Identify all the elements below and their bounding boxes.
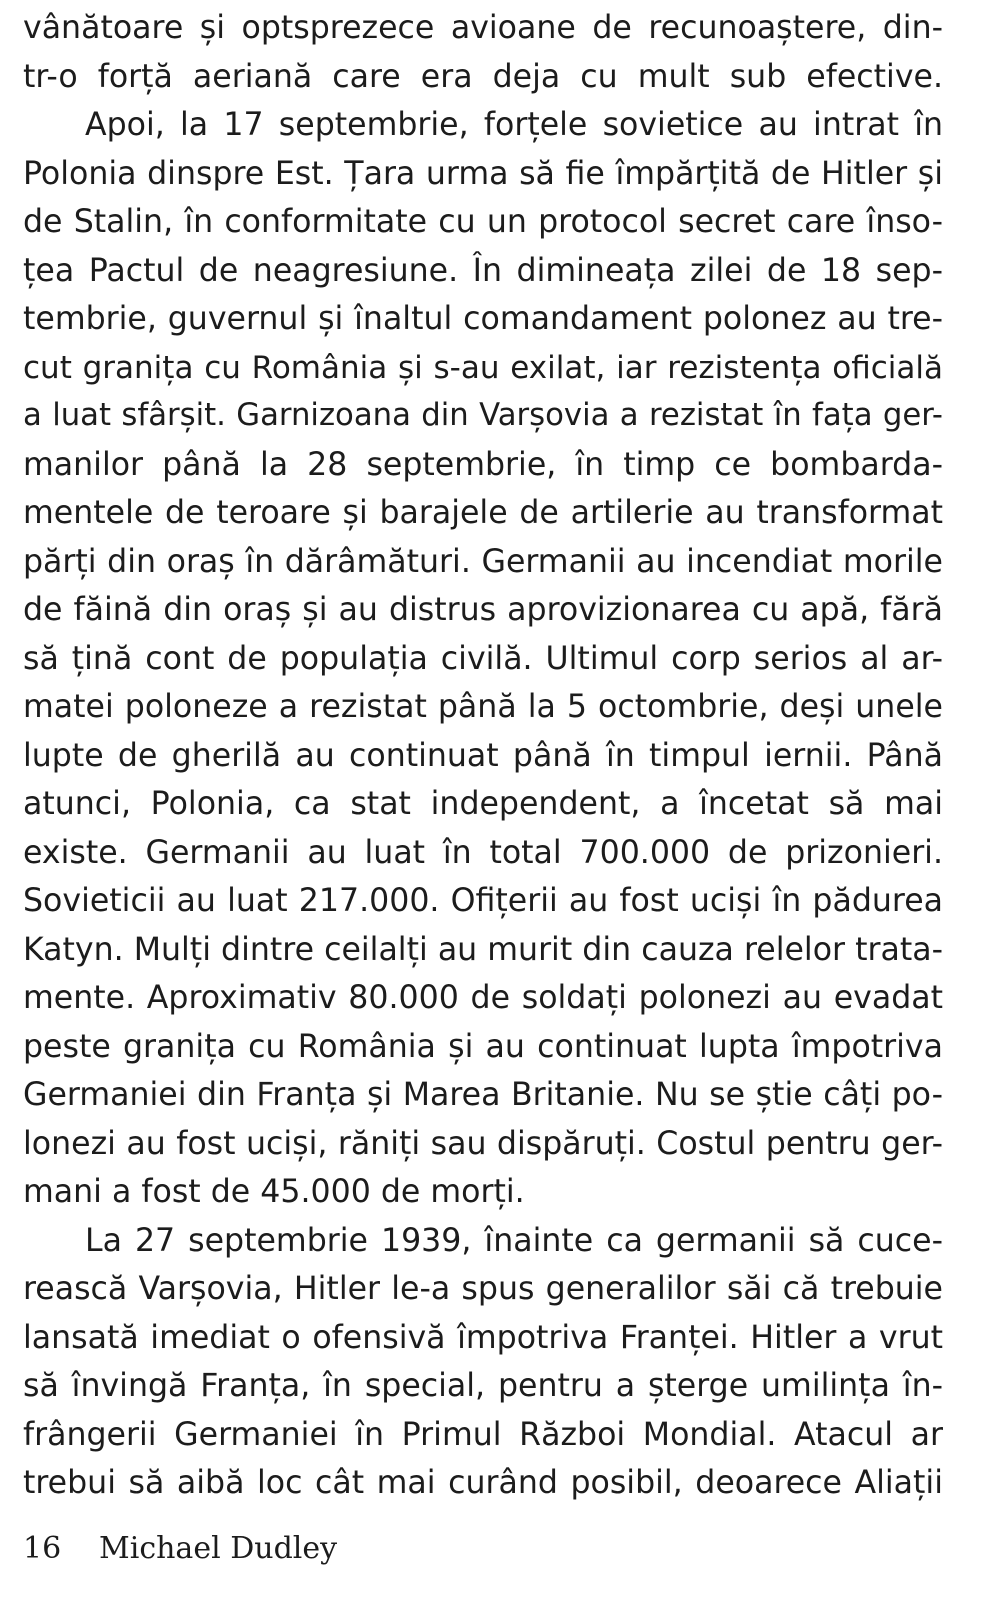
paragraph-end-line: mani a fost de 45.000 de morți. xyxy=(23,1174,525,1210)
text-line: frângerii Germaniei în Primul Război Mondial. Atacul ar xyxy=(23,1416,943,1453)
text-line: trebui să aibă loc cât mai curând posibil, deoarece Aliații xyxy=(23,1465,943,1501)
page-footer xyxy=(23,1531,337,1566)
text-line: peste granița cu România și au continuat lupta împotriva xyxy=(23,1028,943,1065)
text-line: părți din oraș în dărâmături. Germanii au incendiat morile xyxy=(23,543,943,580)
author-name: Michael Dudley xyxy=(99,1531,338,1566)
text-line: a luat sfârșit. Garnizoana din Varșovia a rezistat în fața ger- xyxy=(23,398,943,433)
text-line: rească Varșovia, Hitler le-a spus generalilor săi că trebuie xyxy=(23,1271,943,1307)
text-line: să țină cont de populația civilă. Ultimul corp serios al ar- xyxy=(23,640,943,677)
text-line: lonezi au fost uciși, răniți sau dispăruți. Costul pentru ger- xyxy=(23,1125,943,1162)
text-line: vânătoare și optsprezece avioane de recunoaștere, din- xyxy=(23,10,943,46)
text-line: matei poloneze a rezistat până la 5 octombrie, deși unele xyxy=(23,689,943,725)
text-line: lupte de gherilă au continuat până în timpul iernii. Până xyxy=(23,737,943,774)
text-line: să învingă Franța, în special, pentru a șterge umilința în- xyxy=(23,1368,943,1404)
text-line: mente. Aproximativ 80.000 de soldați polonezi au evadat xyxy=(23,980,943,1016)
text-line: existe. Germanii au luat în total 700.000 de prizonieri. xyxy=(23,834,943,871)
text-line: de făină din oraș și au distrus aprovizionarea cu apă, fără xyxy=(23,592,943,628)
text-line: Katyn. Mulți dintre ceilalți au murit din cauza relelor trata- xyxy=(23,931,943,968)
paragraph-start-line: La 27 septembrie 1939, înainte ca germanii să cuce- xyxy=(85,1222,943,1259)
body-text xyxy=(23,4,943,1508)
text-line: lansată imediat o ofensivă împotriva Franței. Hitler a vrut xyxy=(23,1319,943,1356)
text-line: Sovieticii au luat 217.000. Ofițerii au fost uciși în pădurea xyxy=(23,883,943,919)
text-line: atunci, Polonia, ca stat independent, a încetat să mai xyxy=(23,786,943,822)
page-number: 16 xyxy=(23,1531,62,1566)
text-line: mentele de teroare și barajele de artilerie au transformat xyxy=(23,495,943,531)
text-line: manilor până la 28 septembrie, în timp ce bombarda- xyxy=(23,446,943,483)
text-line: Germaniei din Franța și Marea Britanie. Nu se știe câți po- xyxy=(23,1077,943,1113)
text-line: Polonia dinspre Est. Țara urma să fie împărțită de Hitler și xyxy=(23,155,943,192)
text-line: tembrie, guvernul și înaltul comandament polonez au tre- xyxy=(23,301,943,337)
text-line: cut granița cu România și s-au exilat, iar rezistența oficială xyxy=(23,349,943,386)
paragraph-start-line: Apoi, la 17 septembrie, forțele sovietice au intrat în xyxy=(85,107,943,143)
text-line: de Stalin, în conformitate cu un protocol secret care înso- xyxy=(23,204,943,240)
text-line: țea Pactul de neagresiune. În dimineața zilei de 18 sep- xyxy=(23,252,943,289)
text-line: tr-o forță aeriană care era deja cu mult sub efective. xyxy=(23,58,943,95)
